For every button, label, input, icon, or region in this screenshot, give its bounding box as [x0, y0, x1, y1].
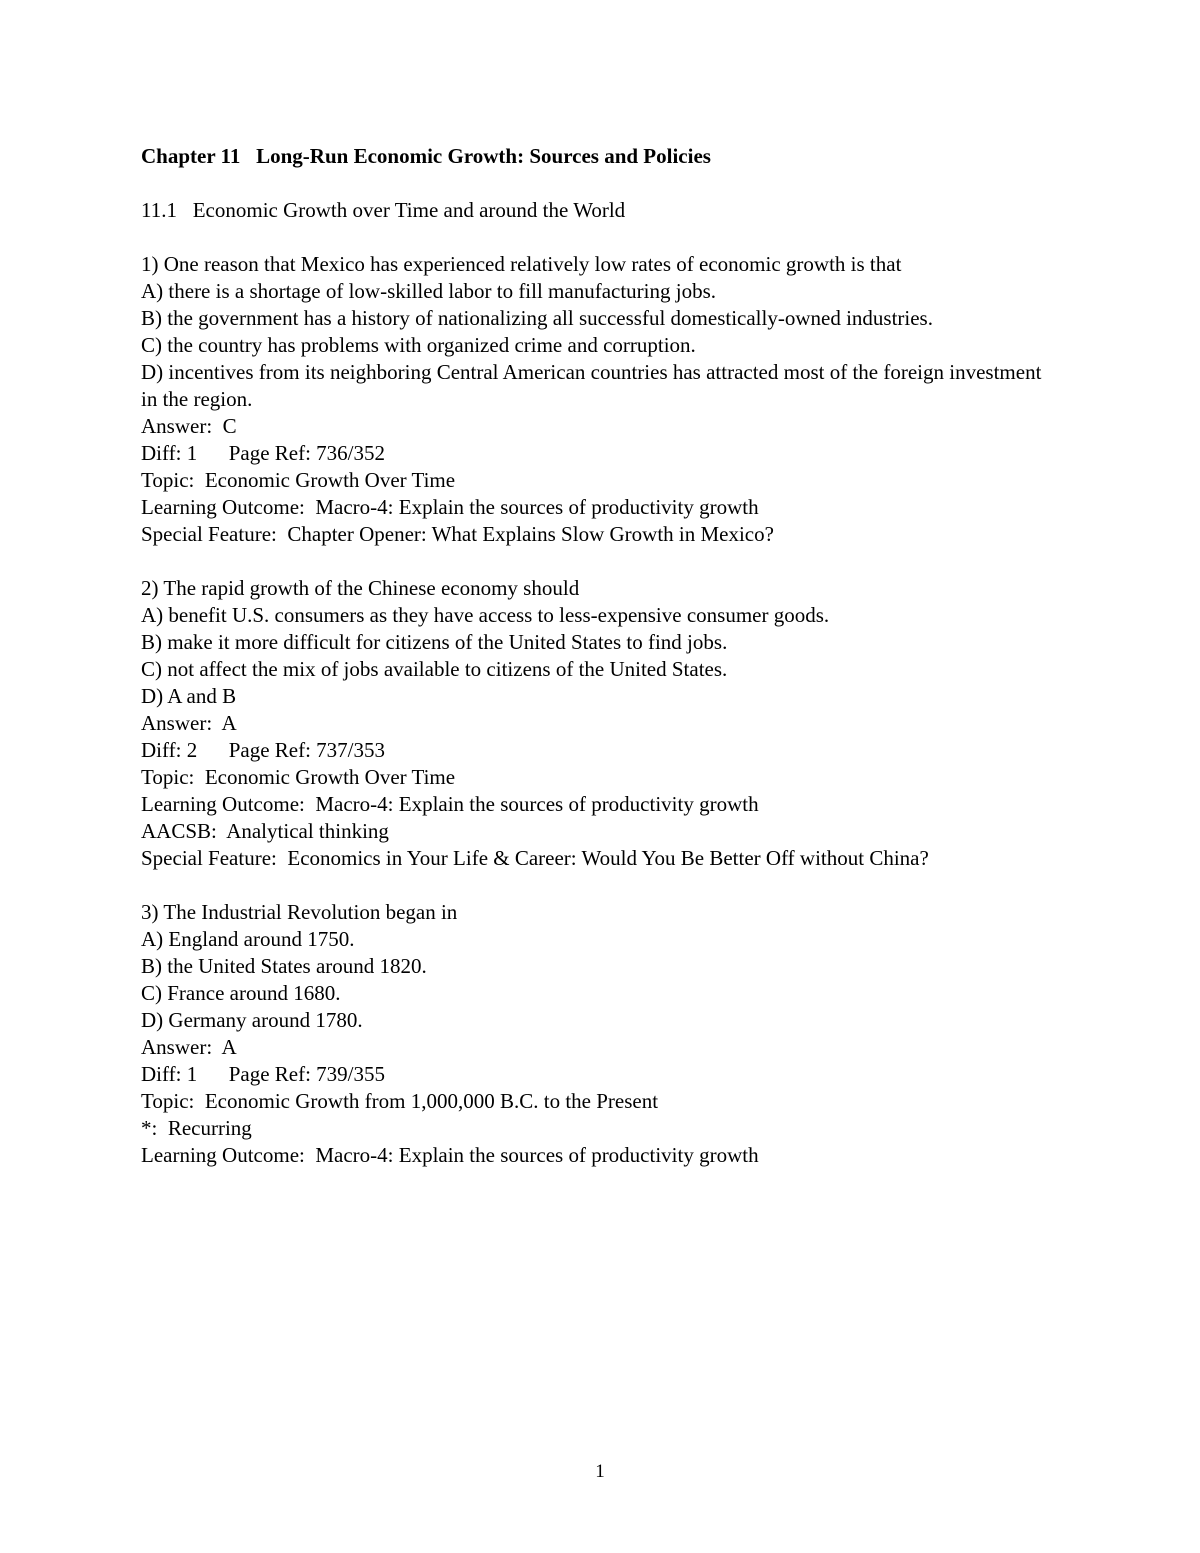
document-page	[141, 140, 1061, 1169]
answer-key: Answer: C	[141, 414, 237, 438]
answer-option-d: D) Germany around 1780.	[141, 1008, 363, 1032]
answer-option-d: D) incentives from its neighboring Central American countries has attracted most of the foreign investment in the region.	[141, 360, 1047, 411]
answer-option-a: A) benefit U.S. consumers as they have access to less-expensive consumer goods.	[141, 603, 830, 627]
special-feature: Special Feature: Chapter Opener: What Explains Slow Growth in Mexico?	[141, 522, 774, 546]
answer-key: Answer: A	[141, 711, 237, 735]
learning-outcome: Learning Outcome: Macro-4: Explain the sources of productivity growth	[141, 1143, 759, 1167]
answer-option-b: B) make it more difficult for citizens of the United States to find jobs.	[141, 630, 728, 654]
question-3	[141, 899, 1061, 1169]
chapter-title: Chapter 11 Long-Run Economic Growth: Sources and Policies	[141, 144, 711, 168]
answer-option-c: C) France around 1680.	[141, 981, 341, 1005]
question-prompt: 1) One reason that Mexico has experienced relatively low rates of economic growth is that	[141, 252, 902, 276]
answer-key: Answer: A	[141, 1035, 237, 1059]
answer-option-a: A) there is a shortage of low-skilled labor to fill manufacturing jobs.	[141, 279, 717, 303]
recurring-flag: *: Recurring	[141, 1116, 252, 1140]
question-1	[141, 251, 1061, 548]
answer-option-b: B) the government has a history of nationalizing all successful domestically-owned industries.	[141, 306, 933, 330]
special-feature: Special Feature: Economics in Your Life & Career: Would You Be Better Off without China?	[141, 846, 929, 870]
aacsb: AACSB: Analytical thinking	[141, 819, 389, 843]
learning-outcome: Learning Outcome: Macro-4: Explain the sources of productivity growth	[141, 792, 759, 816]
difficulty-page-ref: Diff: 1 Page Ref: 736/352	[141, 441, 386, 465]
topic: Topic: Economic Growth Over Time	[141, 765, 456, 789]
answer-option-d: D) A and B	[141, 684, 237, 708]
answer-option-c: C) the country has problems with organized crime and corruption.	[141, 333, 696, 357]
question-prompt: 3) The Industrial Revolution began in	[141, 900, 458, 924]
page-number: 1	[595, 1461, 605, 1482]
question-prompt: 2) The rapid growth of the Chinese economy should	[141, 576, 580, 600]
answer-option-a: A) England around 1750.	[141, 927, 355, 951]
topic: Topic: Economic Growth from 1,000,000 B.C. to the Present	[141, 1089, 659, 1113]
difficulty-page-ref: Diff: 1 Page Ref: 739/355	[141, 1062, 386, 1086]
difficulty-page-ref: Diff: 2 Page Ref: 737/353	[141, 738, 386, 762]
answer-option-b: B) the United States around 1820.	[141, 954, 427, 978]
learning-outcome: Learning Outcome: Macro-4: Explain the sources of productivity growth	[141, 495, 759, 519]
answer-option-c: C) not affect the mix of jobs available to citizens of the United States.	[141, 657, 728, 681]
topic: Topic: Economic Growth Over Time	[141, 468, 456, 492]
section-title: 11.1 Economic Growth over Time and around the World	[141, 198, 626, 222]
question-2	[141, 575, 1061, 872]
